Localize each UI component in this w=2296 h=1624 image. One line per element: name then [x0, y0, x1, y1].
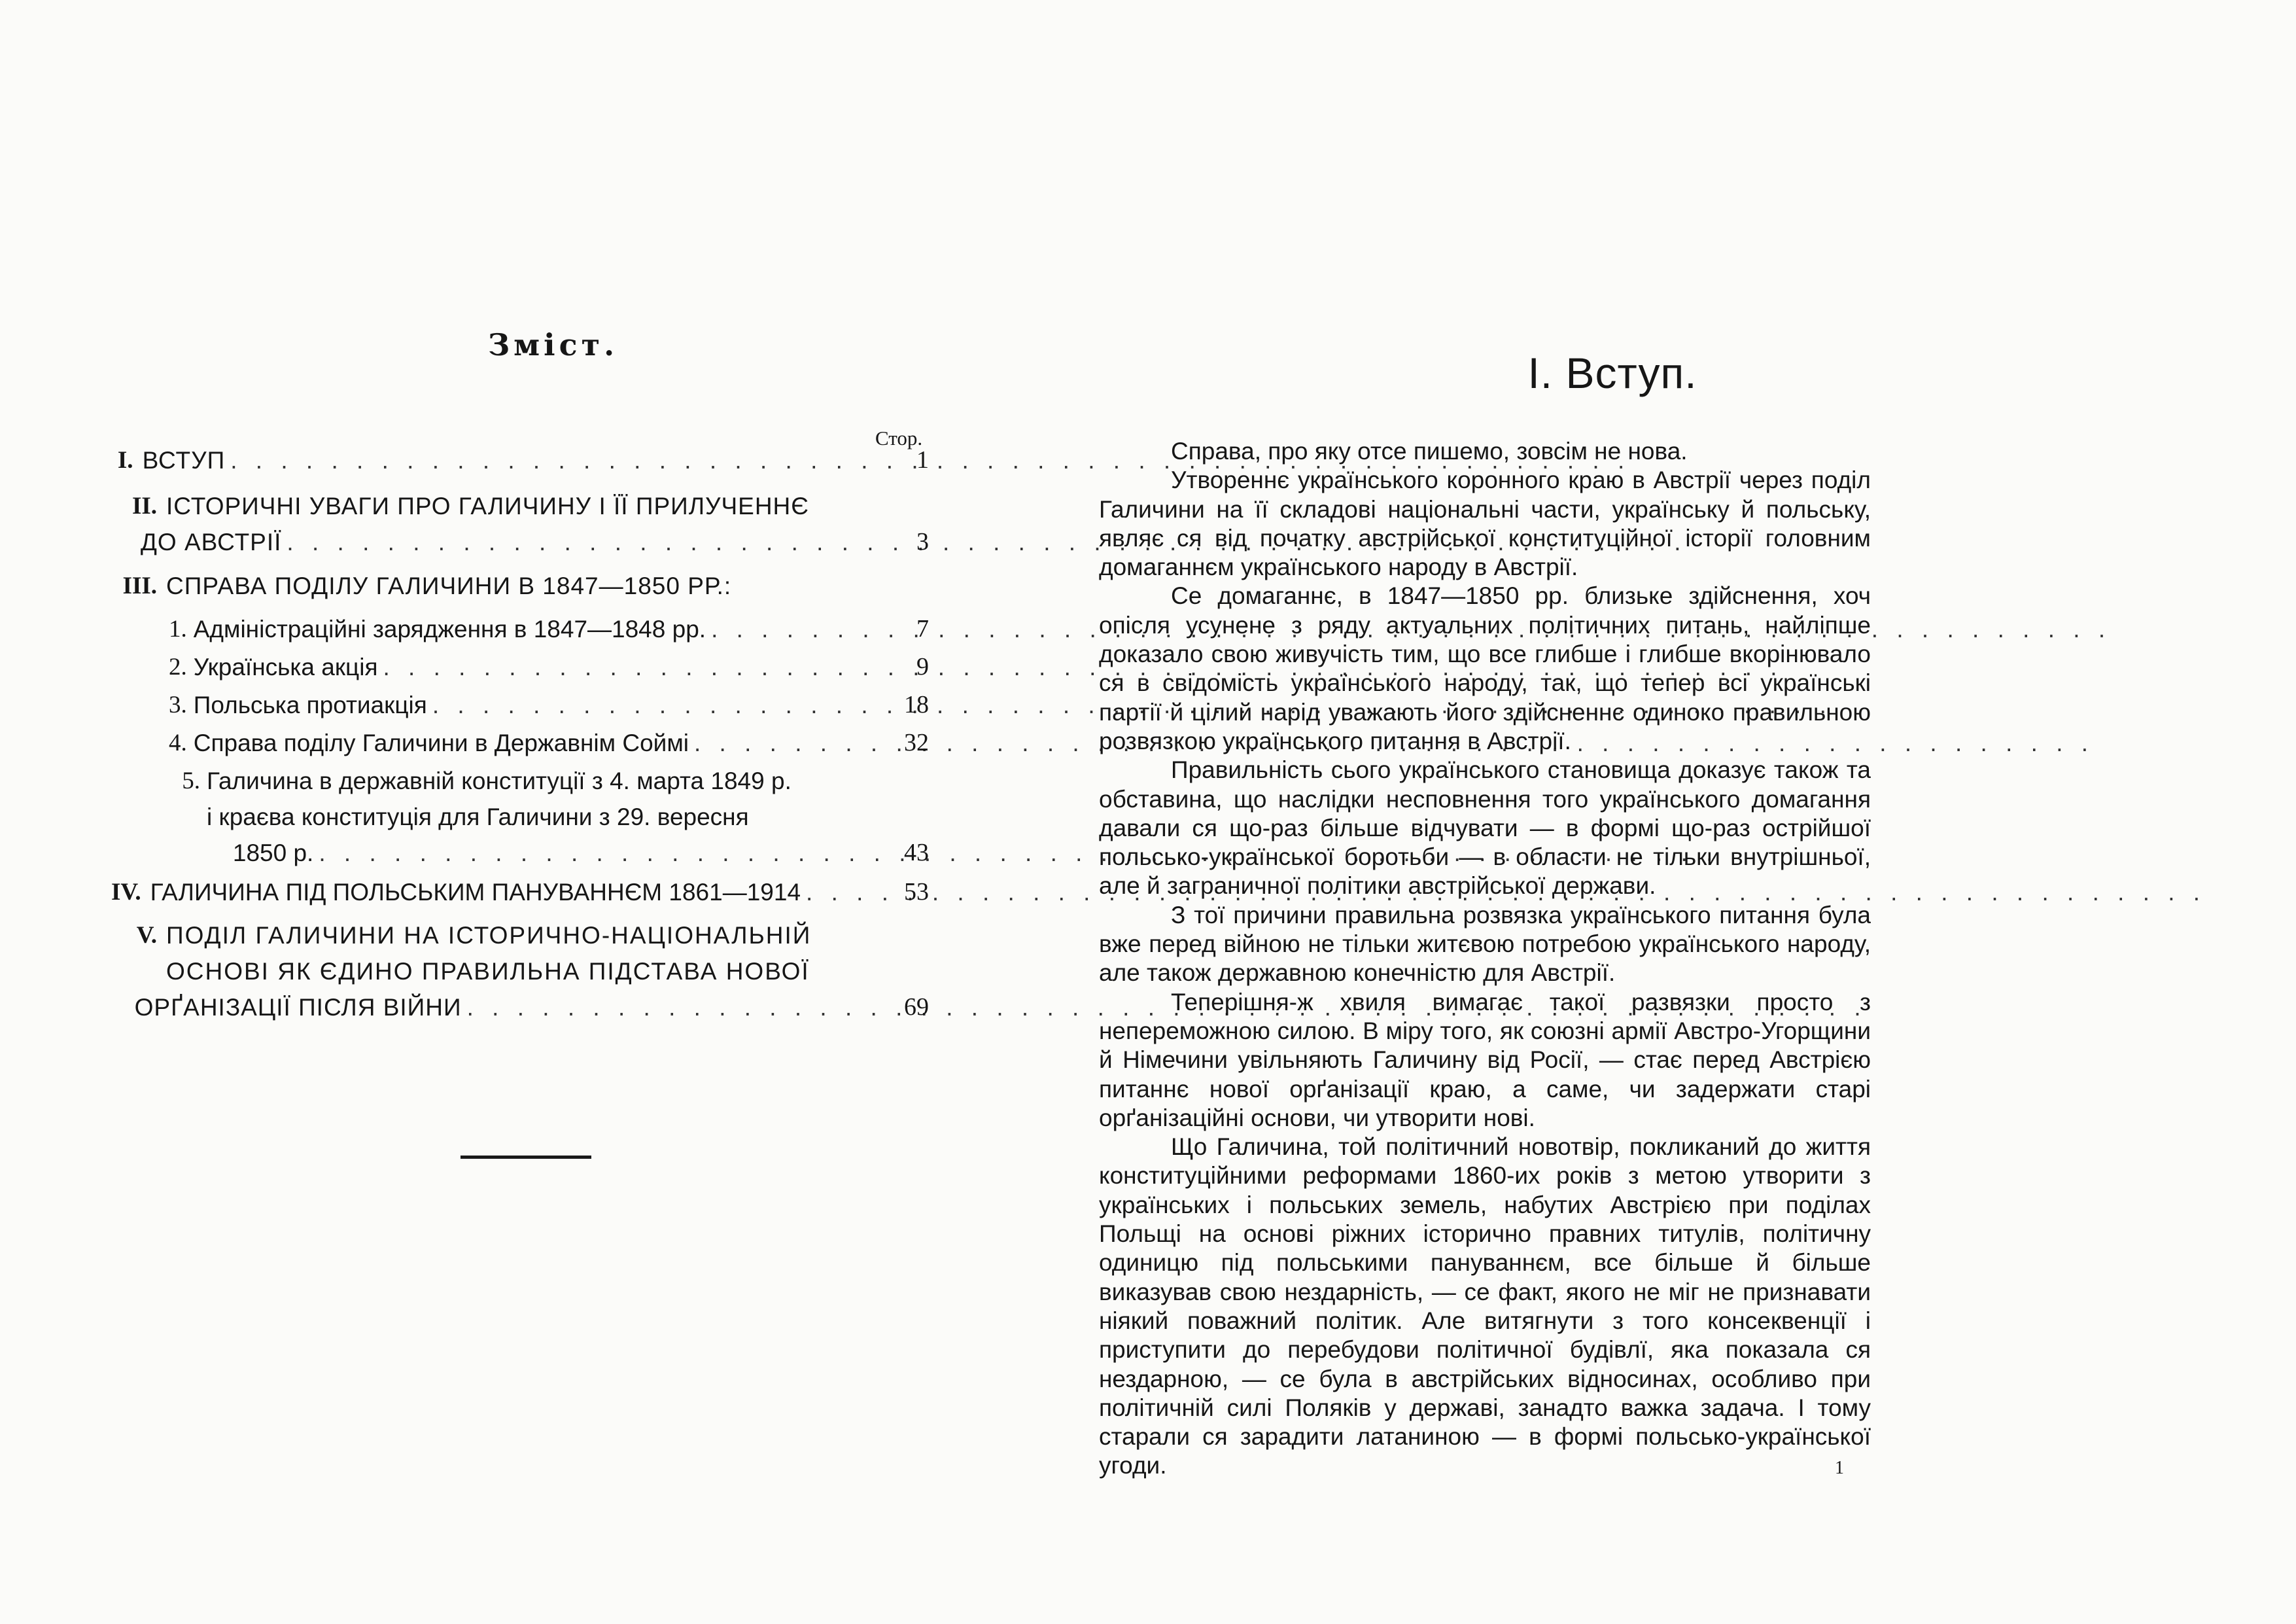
toc-subentry	[169, 725, 929, 761]
toc-entry-title: СПРАВА ПОДІЛУ ГАЛИЧИНИ В 1847—1850 РР.:	[166, 573, 732, 599]
toc-leader-dots	[287, 524, 903, 560]
toc-entry-page: 7	[916, 615, 929, 643]
closing-rule	[461, 1156, 591, 1159]
toc-entry-page: 32	[904, 729, 929, 756]
toc-entry-number: 2.	[169, 654, 187, 680]
toc-entry-title: ГАЛИЧИНА ПІД ПОЛЬСЬКИМ ПАНУВАННЄМ 1861—1914	[150, 879, 801, 906]
toc-entry-number: I.	[117, 447, 133, 474]
paragraph: Справа, про яку отсе пишемо, зовсім не нова.	[1171, 438, 1688, 465]
toc-entry-title: Адміністраційні зарядження в 1847—1848 рр.	[193, 616, 706, 643]
toc-entry-title: ПОДІЛ ГАЛИЧИНИ НА ІСТОРИЧНО-НАЦІОНАЛЬНІЙ	[166, 922, 812, 949]
toc-entry	[111, 917, 929, 1025]
right-page	[1099, 0, 2296, 1624]
toc-entry-title-continued: і краєва конституція для Галичини з 29. вересня	[207, 803, 749, 830]
paragraph: Се домаганнє, в 1847—1850 рр. близьке здійснення, хоч опісля усунене з ряду актуальних політичних питань, найліпше доказало свою живучість тим, що все глибше і глибше вкорінювало ся в свідомість українського народу, так, що тепер всі українські партії й цілий нарід уважають його здійсненнє одиноко правильною розвязкою українського питання в Австрії.	[1099, 582, 1871, 754]
toc-leader-dots	[383, 649, 907, 685]
toc-leader-dots	[432, 687, 899, 723]
toc-entry	[111, 874, 929, 910]
toc-subentry	[169, 687, 929, 723]
toc-entry-title: Галичина в державній конституції з 4. марта 1849 р.	[207, 768, 791, 794]
toc-entry-title: ІСТОРИЧНІ УВАГИ ПРО ГАЛИЧИНУ І ЇЇ ПРИЛУЧЕННЄ	[166, 493, 809, 520]
toc-entry-page: 43	[904, 839, 929, 866]
paragraph: З тої причини правильна розвязка українського питання була вже перед війною не тільки житєвою потребою українського народу, але також державною конечністю для Австрії.	[1099, 901, 1871, 987]
toc-entry-page: 53	[904, 878, 929, 906]
toc-entry-number: V.	[136, 922, 157, 949]
page-number: 1	[1835, 1458, 1844, 1478]
toc-entry-title: ВСТУП	[142, 447, 226, 474]
toc-leader-dots	[230, 442, 901, 478]
paragraph: Правильність сього українського становища доказує також та обставина, що наслідки несповнення того українського домагання давали ся що-раз більше відчувати — в формі що-раз острійшої польсько-української боротьби — в области не тільки внутрішньої, але й заграничної політики австрійської держави.	[1099, 756, 1871, 900]
toc-entry-number: 5.	[182, 768, 200, 794]
toc-entry-title-continued: ОРҐАНІЗАЦІЇ ПІСЛЯ ВІЙНИ	[134, 994, 462, 1021]
toc-entry-title-continued: 1850 р.	[232, 839, 314, 866]
toc-entry-page: 18	[904, 691, 929, 718]
toc-entry-title: Справа поділу Галичини в Державнім Соймі	[193, 730, 689, 756]
toc-entry-number: III.	[122, 573, 157, 599]
toc-entry-page: 1	[916, 446, 929, 474]
toc-entry-page: 69	[904, 993, 929, 1021]
toc-leader-dots	[694, 725, 899, 761]
toc-entry-title: Українська акція	[193, 654, 378, 680]
paragraph: Теперішня-ж хвиля вимагає такої развязки просто з непереможною силою. В міру того, як союзні армії Австро-Угорщини й Німечини увільняють Галичину від Росії, — стає перед Австрією питаннє нової орґанізації краю, а саме, чи задержати старі орґанізаційні основи, чи утворити нові.	[1099, 988, 1871, 1131]
toc-entry-number: IV.	[111, 879, 141, 906]
toc-entry-number: 3.	[169, 692, 187, 718]
toc-entry-number: 4.	[169, 730, 187, 756]
toc-entry	[111, 568, 929, 604]
chapter-title: I. Вступ.	[1527, 349, 1697, 397]
toc-subentry	[169, 611, 929, 647]
toc-entry-title-continued: ДО АВСТРІЇ	[140, 529, 282, 556]
toc-entry	[111, 488, 929, 560]
toc-entry-number: 1.	[169, 616, 187, 643]
paragraph: Що Галичина, той політичний новотвір, покликаний до життя конституційними реформами 1860-их років з метою утворити з українських і польських земель, набутих Австрією при поділах Польщі на основі ріжних історично правних титулів, політичну одиницю під польськими пануваннєм, все більше й більше виказував свою нездарність, — се факт, якого не міг не признавати ніякий поважний політик. Але витягнути з того консеквенції і приступити до перебудови політичної будівлї, яка показала ся нездарною, — се була в австрійських відносинах, особливо при політичній силі Поляків у державі, занадто важка задача. І тому старали ся зарадити латаниною — в формі польсько-української угоди.	[1099, 1133, 1871, 1479]
paragraph: Утвореннє українського коронного краю в Австрії через поділ Галичини на її складові національні части, українську й польську, являє ся від початку австрійської конституційної історії головним домаганнєм українського народу в Австрії.	[1099, 467, 1871, 581]
toc-subentry	[169, 763, 929, 871]
toc-leader-dots	[806, 874, 899, 910]
toc-entry-page: 3	[916, 528, 930, 556]
toc-entry-number: II.	[131, 493, 157, 520]
toc-subentry	[169, 649, 929, 685]
toc-heading: Зміст.	[488, 327, 619, 362]
toc-leader-dots	[467, 989, 899, 1025]
toc-entry	[111, 442, 929, 478]
toc-leader-dots	[319, 835, 899, 871]
page-column-label: Стор.	[875, 427, 923, 450]
toc-leader-dots	[711, 611, 911, 647]
chapter-body	[1099, 437, 1871, 1481]
toc-entry-title: Польська протиакція	[193, 692, 427, 718]
toc-entry-page: 9	[916, 653, 929, 680]
toc-entry-title-continued: ОСНОВІ ЯК ЄДИНО ПРАВИЛЬНА ПІДСТАВА НОВОЇ	[166, 958, 810, 985]
